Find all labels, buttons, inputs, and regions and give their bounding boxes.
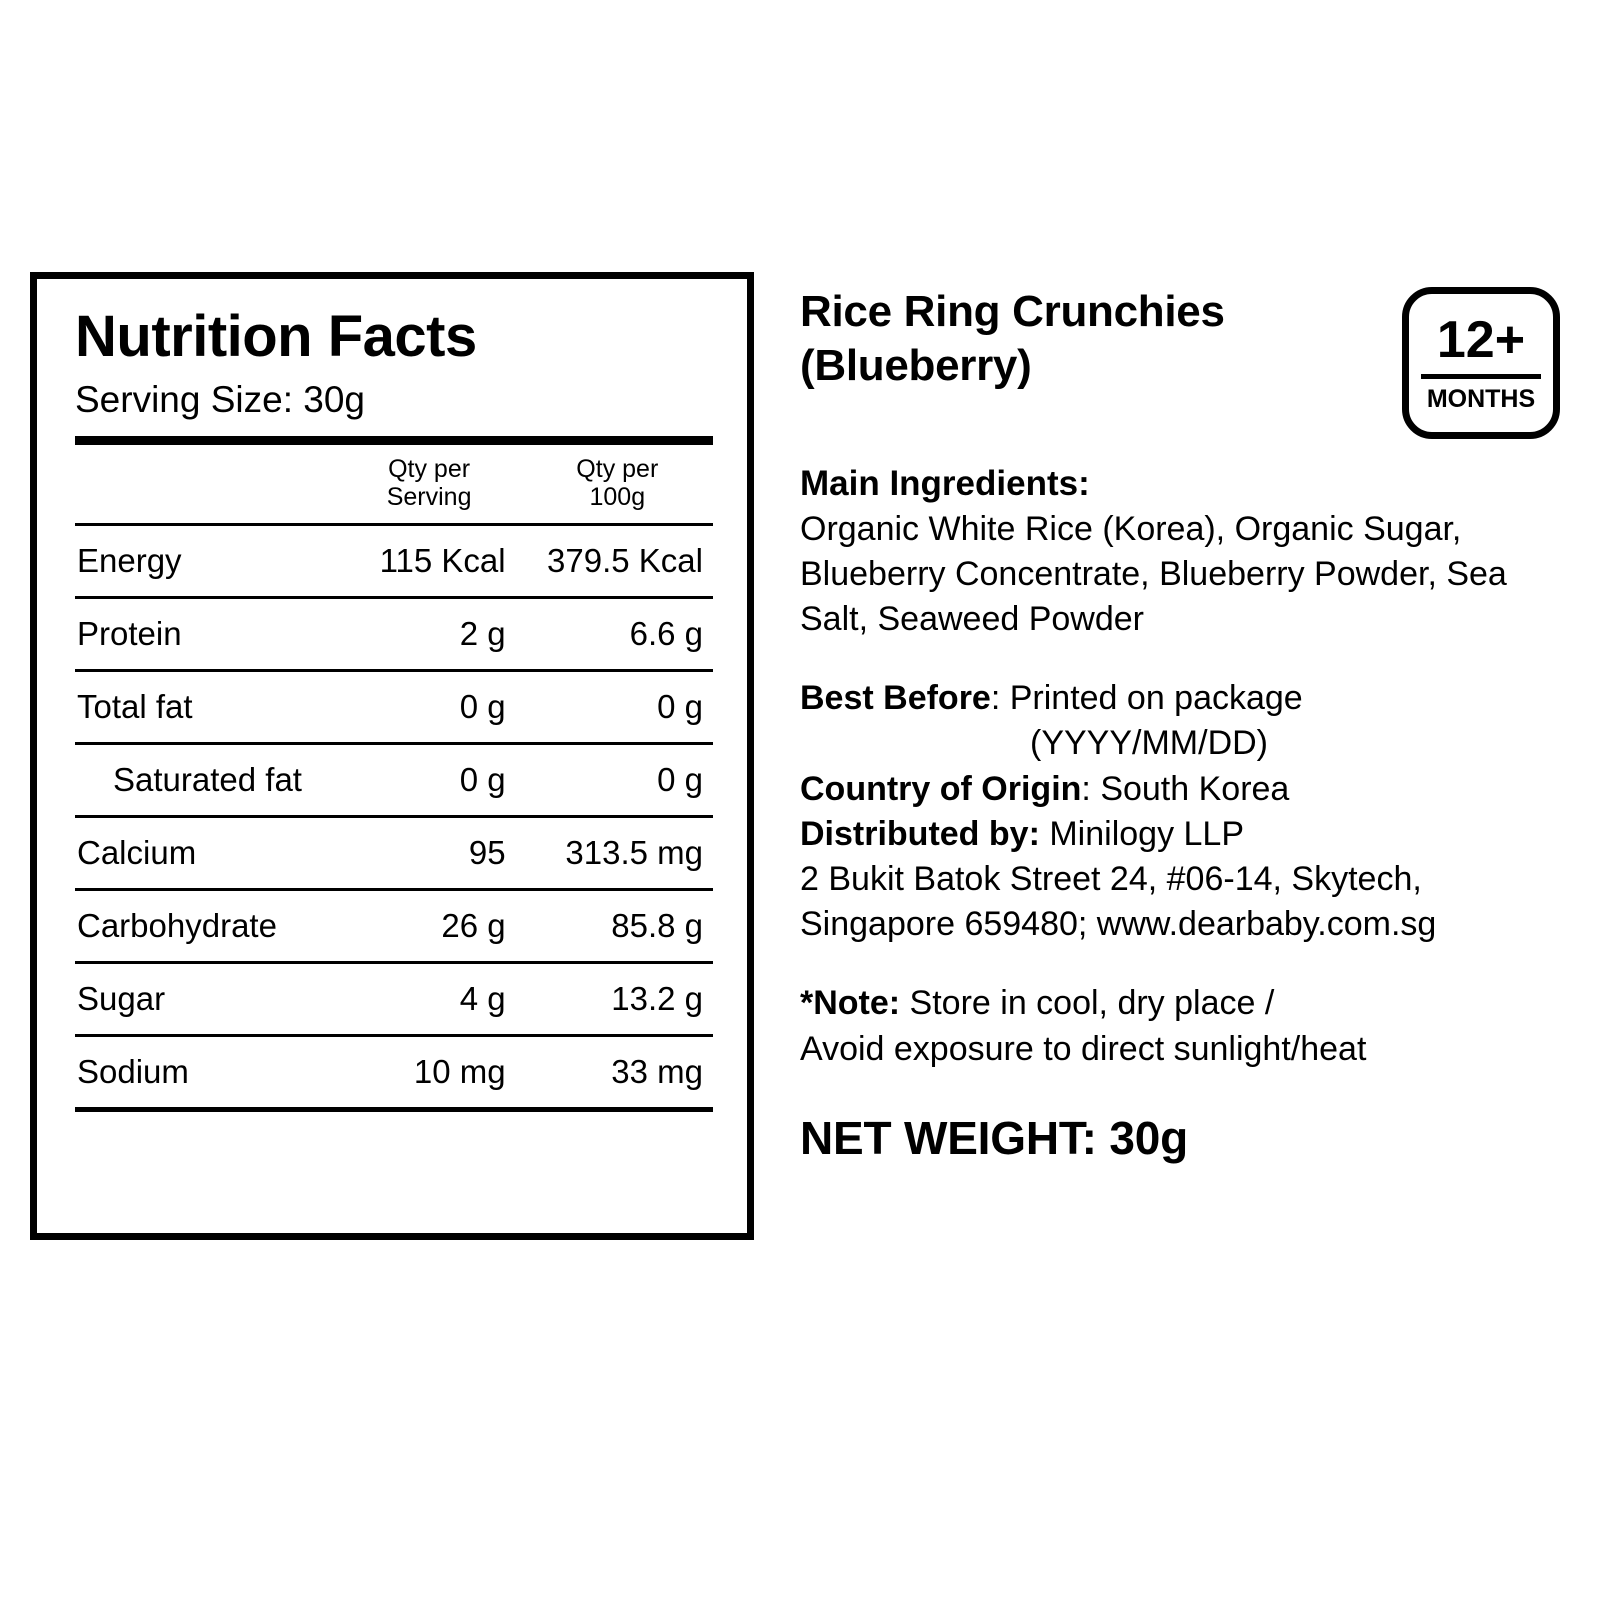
product-title [800, 285, 1225, 392]
table-row [75, 525, 713, 598]
table-row [75, 963, 713, 1036]
column-header-per-serving [337, 445, 522, 525]
ingredients-heading: Main Ingredients: [800, 464, 1090, 503]
row-per-serving: 95 [337, 817, 522, 890]
column-header-per-100g [522, 445, 713, 525]
row-per-100g: 6.6 g [522, 598, 713, 671]
table-header-row [75, 445, 713, 525]
serving-size-text: Serving Size: 30g [75, 378, 366, 420]
nutrition-table [75, 445, 713, 1107]
address-line-1: 2 Bukit Batok Street 24, #06-14, Skytech, [800, 860, 1422, 899]
row-per-100g: 33 mg [522, 1036, 713, 1108]
product-title-line2: (Blueberry) [800, 340, 1032, 390]
row-label: Sodium [75, 1036, 337, 1108]
row-per-100g: 0 g [522, 744, 713, 817]
ingredients-section [800, 461, 1560, 642]
table-row [75, 890, 713, 963]
note-line-2: Avoid exposure to direct sunlight/heat [800, 1030, 1367, 1069]
row-label: Total fat [75, 671, 337, 744]
nutrition-facts-panel [30, 272, 754, 1240]
net-weight: NET WEIGHT: 30g [800, 1111, 1189, 1164]
nutrition-divider-bottom [75, 1107, 713, 1112]
nutrition-divider-thick [75, 436, 713, 445]
row-per-100g: 313.5 mg [522, 817, 713, 890]
age-badge-divider [1421, 374, 1541, 379]
origin-label: Country of Origin [800, 769, 1082, 808]
row-label: Saturated fat [75, 744, 337, 817]
row-per-serving: 115 Kcal [337, 525, 522, 598]
note-text-1: Store in cool, dry place / [900, 984, 1275, 1023]
row-per-serving: 4 g [337, 963, 522, 1036]
product-header [800, 285, 1560, 439]
country-of-origin-line [800, 767, 1560, 812]
storage-note [800, 981, 1560, 1072]
best-before-label: Best Before [800, 679, 991, 718]
distributor-value: Minilogy LLP [1039, 814, 1245, 853]
table-row [75, 598, 713, 671]
product-title-line1: Rice Ring Crunchies [800, 287, 1225, 336]
nutrition-facts-inner [37, 279, 747, 1112]
age-badge [1402, 287, 1560, 439]
best-before-format: (YYYY/MM/DD) [1030, 724, 1268, 763]
best-before-value: : Printed on package [990, 679, 1303, 718]
table-row [75, 817, 713, 890]
section-spacer [800, 642, 1560, 676]
row-per-serving: 0 g [337, 744, 522, 817]
origin-value: : South Korea [1081, 769, 1290, 808]
note-line-1 [800, 981, 1560, 1027]
age-badge-unit: MONTHS [1426, 385, 1536, 413]
per-100g-line2: 100g [589, 483, 646, 512]
table-row [75, 1036, 713, 1108]
product-info-column [800, 285, 1560, 1165]
nutrition-facts-title: Nutrition Facts [75, 304, 477, 369]
row-label: Sugar [75, 963, 337, 1036]
table-row [75, 671, 713, 744]
row-label: Carbohydrate [75, 890, 337, 963]
details-section [800, 676, 1560, 947]
row-label: Protein [75, 598, 337, 671]
per-serving-line2: Serving [386, 483, 472, 512]
row-per-100g: 85.8 g [522, 890, 713, 963]
row-per-100g: 0 g [522, 671, 713, 744]
per-serving-line1: Qty per [388, 455, 471, 484]
best-before-line [800, 676, 1560, 721]
row-per-100g: 379.5 Kcal [522, 525, 713, 598]
row-per-serving: 10 mg [337, 1036, 522, 1108]
row-per-serving: 2 g [337, 598, 522, 671]
row-label: Energy [75, 525, 337, 598]
column-header-nutrient [75, 445, 337, 525]
address-line-2: Singapore 659480; www.dearbaby.com.sg [800, 905, 1437, 944]
ingredients-text: Organic White Rice (Korea), Organic Sugar, Blueberry Concentrate, Blueberry Powder, Sea Salt, Seaweed Powder [800, 509, 1507, 638]
table-row [75, 744, 713, 817]
row-per-100g: 13.2 g [522, 963, 713, 1036]
row-per-serving: 0 g [337, 671, 522, 744]
row-label: Calcium [75, 817, 337, 890]
row-per-serving: 26 g [337, 890, 522, 963]
distributor-line [800, 812, 1560, 857]
distributor-label: Distributed by: [800, 814, 1040, 853]
note-label: *Note: [800, 984, 901, 1023]
age-badge-value: 12+ [1436, 311, 1526, 369]
per-100g-line1: Qty per [576, 455, 659, 484]
